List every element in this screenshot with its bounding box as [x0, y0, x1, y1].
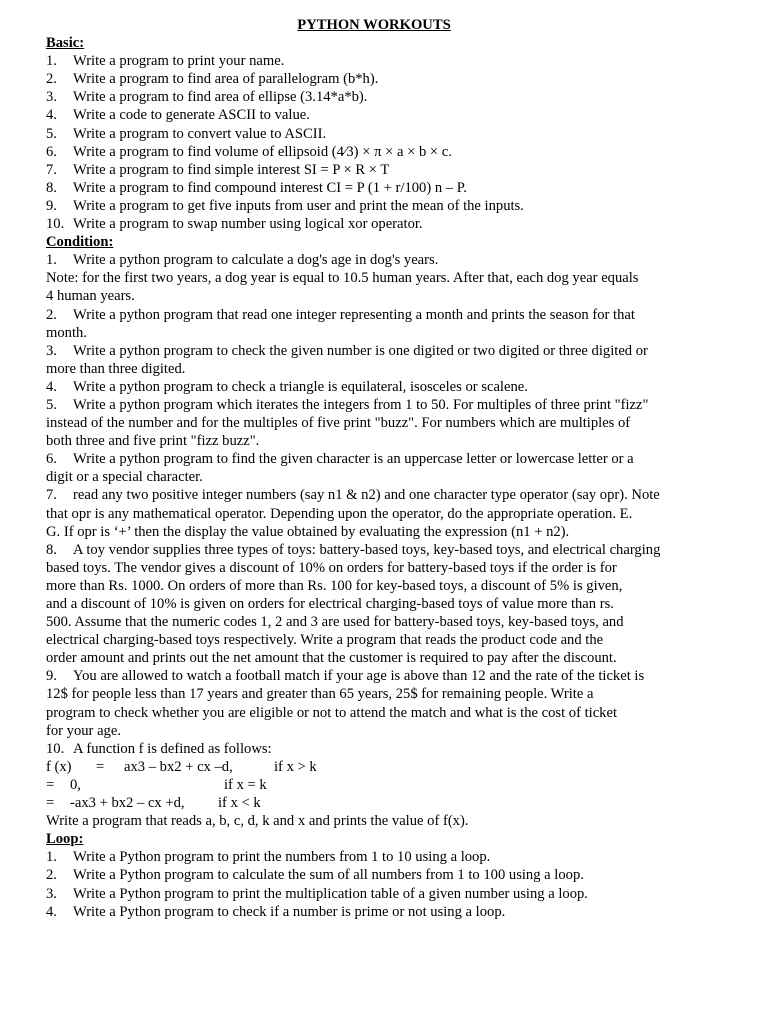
item-text: Write a code to generate ASCII to value. [73, 107, 310, 124]
item-text: You are allowed to watch a football match if your age is above than 12 and the rate of the ticket is [73, 668, 645, 685]
formula-row [46, 758, 726, 776]
question-continuation: 500. Assume that the numeric codes 1, 2 and 3 are used for battery-based toys, key-based toys, and [46, 614, 624, 631]
formula-expression: -ax3 + bx2 – cx +d, [70, 795, 185, 812]
item-number: 4. [46, 107, 57, 124]
item-text: Write a program to swap number using logical xor operator. [73, 216, 423, 233]
list-item [46, 885, 726, 903]
question-10 [46, 740, 726, 758]
item-number: 10. [46, 216, 65, 233]
item-text: Write a program to find compound interest CI = P (1 + r/100) n – P. [73, 179, 467, 196]
question-continuation: electrical charging-based toys respectively. Write a program that reads the product code and the [46, 632, 604, 649]
question-10-instruction: Write a program that reads a, b, c, d, k and x and prints the value of f(x). [46, 813, 469, 830]
list-item [46, 106, 726, 124]
question-1-note-line: 4 human years. [46, 288, 135, 305]
item-number: 8. [46, 541, 57, 558]
item-number: 3. [46, 89, 57, 106]
question-continuation: that opr is any mathematical operator. Depending upon the operator, do the appropriate operation. E. [46, 505, 633, 522]
item-text: Write a python program that read one integer representing a month and prints the season for that [73, 306, 635, 323]
item-number: 3. [46, 342, 57, 359]
loop-list [46, 848, 726, 920]
question-1-note-line: Note: for the first two years, a dog year is equal to 10.5 human years. After that, each dog year equals [46, 270, 639, 287]
question-4 [46, 378, 726, 396]
item-number: 2. [46, 71, 57, 88]
list-item [46, 125, 726, 143]
formula-row [46, 776, 726, 794]
item-text: Write a program to find area of ellipse (3.14*a*b). [73, 89, 368, 106]
item-text: Write a Python program to check if a number is prime or not using a loop. [73, 903, 506, 920]
item-number: 5. [46, 125, 57, 142]
question-continuation: instead of the number and for the multiples of five print "buzz". For numbers which are multiples of [46, 415, 631, 432]
item-text: Write a program to convert value to ASCII. [73, 125, 327, 142]
question-continuation: and a discount of 10% is given on orders for electrical charging-based toys of value more than rs. [46, 596, 614, 612]
item-number: 4. [46, 378, 57, 395]
list-item [46, 161, 726, 179]
item-text: read any two positive integer numbers (say n1 & n2) and one character type operator (say opr). Note [73, 487, 660, 504]
item-text: Write a program to find volume of ellipsoid (4⁄3) × π × a × b × c. [73, 143, 452, 160]
item-number: 9. [46, 668, 57, 685]
item-text: Write a python program to check a triangle is equilateral, isosceles or scalene. [73, 378, 528, 395]
piecewise-formula [46, 758, 726, 812]
question-continuation: digit or a special character. [46, 469, 203, 486]
question-5 [46, 396, 726, 414]
list-item [46, 52, 726, 70]
question-1 [46, 251, 726, 269]
question-7 [46, 486, 726, 504]
formula-condition: if x > k [274, 758, 317, 775]
formula-lhs: f (x) [46, 758, 72, 775]
item-number: 6. [46, 451, 57, 468]
item-text: Write a python program which iterates the integers from 1 to 50. For multiples of three print "fizz" [73, 396, 649, 413]
item-number: 6. [46, 143, 57, 160]
formula-equals: = [96, 758, 105, 775]
list-item [46, 88, 726, 106]
item-text: A function f is defined as follows: [73, 740, 272, 757]
formula-equals: = [46, 795, 55, 812]
item-number: 1. [46, 849, 57, 866]
item-text: Write a program to find simple interest SI = P × R × T [73, 161, 390, 178]
list-item [46, 179, 726, 197]
item-text: A toy vendor supplies three types of toys: battery-based toys, key-based toys, and electrical charging [73, 541, 661, 558]
item-number: 10. [46, 740, 65, 757]
question-9 [46, 667, 726, 685]
document-page [46, 16, 726, 921]
item-text: Write a program to get five inputs from user and print the mean of the inputs. [73, 197, 524, 214]
question-continuation: more than three digited. [46, 360, 186, 377]
question-6 [46, 450, 726, 468]
item-text: Write a python program to find the given character is an uppercase letter or lowercase letter or a [73, 451, 634, 468]
item-text: Write a python program to check the given number is one digited or two digited or three digited or [73, 342, 648, 359]
item-text: Write a program to print your name. [73, 53, 285, 70]
item-number: 8. [46, 179, 57, 196]
item-number: 9. [46, 197, 57, 214]
item-number: 1. [46, 252, 57, 269]
section-heading-condition: Condition: [46, 234, 114, 251]
question-continuation: more than Rs. 1000. On orders of more than Rs. 100 for key-based toys, a discount of 5% is given, [46, 577, 623, 594]
question-continuation: 12$ for people less than 17 years and greater than 65 years, 25$ for remaining people. Write a [46, 686, 594, 703]
formula-row [46, 794, 726, 812]
item-text: Write a Python program to print the numbers from 1 to 10 using a loop. [73, 849, 491, 866]
item-text: Write a Python program to print the multiplication table of a given number using a loop. [73, 885, 588, 902]
basic-list [46, 52, 726, 233]
question-continuation: based toys. The vendor gives a discount of 10% on orders for battery-based toys if the order is for [46, 559, 617, 576]
item-text: Write a program to find area of parallelogram (b*h). [73, 71, 379, 88]
formula-expression: ax3 – bx2 + cx –d, [124, 758, 233, 775]
item-number: 2. [46, 306, 57, 323]
question-continuation: both three and five print "fizz buzz". [46, 433, 260, 450]
list-item [46, 903, 726, 921]
question-continuation: month. [46, 324, 87, 341]
question-continuation: program to check whether you are eligible or not to attend the match and what is the cost of ticket [46, 704, 617, 721]
list-item [46, 70, 726, 88]
question-continuation: G. If opr is ‘+’ then the display the value obtained by evaluating the expression (n1 + n2). [46, 523, 570, 540]
list-item [46, 215, 726, 233]
list-item [46, 197, 726, 215]
item-number: 7. [46, 161, 57, 178]
question-3 [46, 342, 726, 360]
question-2 [46, 306, 726, 324]
item-text: Write a Python program to calculate the sum of all numbers from 1 to 100 using a loop. [73, 867, 584, 884]
item-number: 3. [46, 885, 57, 902]
section-heading-basic: Basic: [46, 35, 85, 52]
list-item [46, 848, 726, 866]
list-item [46, 143, 726, 161]
item-text: Write a python program to calculate a dog's age in dog's years. [73, 252, 439, 269]
item-number: 4. [46, 903, 57, 920]
question-continuation: for your age. [46, 722, 121, 739]
formula-condition: if x < k [218, 795, 261, 812]
item-number: 5. [46, 396, 57, 413]
question-continuation: order amount and prints out the net amount that the customer is required to pay after the discount. [46, 650, 617, 667]
question-8 [46, 541, 726, 559]
item-number: 1. [46, 53, 57, 70]
document-title: PYTHON WORKOUTS [297, 17, 451, 33]
formula-equals: = [46, 776, 55, 793]
list-item [46, 866, 726, 884]
section-heading-loop: Loop: [46, 831, 84, 848]
formula-condition: if x = k [224, 776, 267, 793]
formula-expression: 0, [70, 776, 81, 793]
item-number: 7. [46, 487, 57, 504]
item-number: 2. [46, 867, 57, 884]
